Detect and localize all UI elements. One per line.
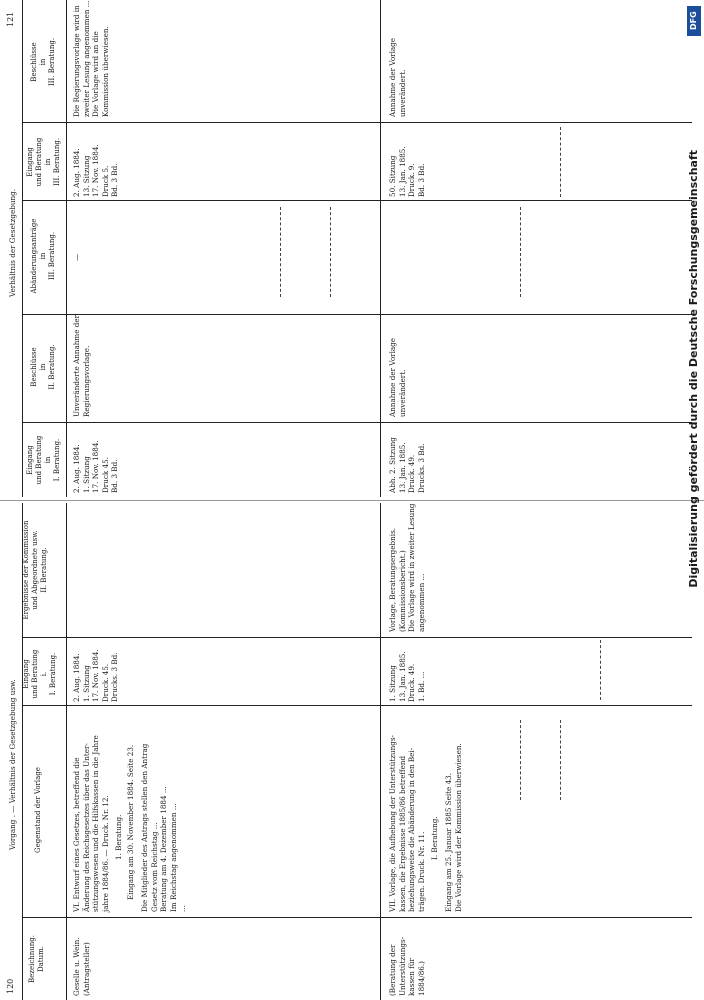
- left-col4-header: Ergebnisse der Kommission und Abgeordnete usw. II. Beratung.: [22, 520, 48, 620]
- left-col-divider-1: [22, 917, 692, 918]
- left-row-separator: [380, 503, 381, 1000]
- left-row1-dates: 2. Aug. 1884. 1. Sitzung 17. Nov. 1884. Druck. 45. Drucks. 3 Bd.: [72, 649, 120, 702]
- left-row2-label: (Beratung der Unterstützungs- kassen für 1884/86.): [388, 936, 426, 996]
- right-dash-3: [520, 207, 522, 297]
- left-row1-body: Die Mitglieder des Antrags stellen den Antrag Gesetz vom Reichstag ... Beratung am 4. Dezember 1884 ... Im Reichstag angenommen ... ...: [140, 743, 188, 912]
- right-col-divider-3: [22, 200, 692, 201]
- right-row2-c5: Annahme der Vorlage unverändert.: [388, 37, 407, 117]
- left-col-divider-2: [22, 705, 692, 706]
- right-col-divider-1: [22, 422, 692, 423]
- left-col3-header: Eingang und Beratung i. I. Beratung.: [22, 649, 57, 699]
- right-row-separator: [380, 0, 381, 497]
- right-row1-c3: —: [72, 253, 81, 261]
- right-row1-c2: Unveränderte Annahme der Regierungsvorlage.: [72, 314, 91, 417]
- right-dash-1: [280, 207, 282, 297]
- left-dash-3: [600, 640, 602, 700]
- left-dash-1: [520, 720, 522, 800]
- right-col4-header: Eingang und Beratung in III. Beratung.: [26, 137, 61, 187]
- dfg-logo: DFG: [687, 6, 701, 36]
- right-row2-c2: Annahme der Vorlage unverändert.: [388, 337, 407, 417]
- right-col-divider-2: [22, 314, 692, 315]
- page-fold: [0, 500, 704, 501]
- left-row2-sub: I. Beratung.: [430, 816, 439, 860]
- right-col-divider-4: [22, 122, 692, 123]
- right-row1-c4: 2. Aug. 1884. 13. Sitzung 17. Nov. 1884. Druck 5. Bd. 3 Bd.: [72, 144, 120, 197]
- left-row2-body: Eingang am 25. Januar 1885 Seite 43. Die Vorlage wird der Kommission überwiesen.: [444, 743, 463, 912]
- left-page-number: 120: [6, 978, 15, 994]
- left-header-rule-bottom: [66, 503, 67, 1000]
- left-row1-label: Geselle u. Wein. (Antragsteller): [72, 937, 91, 996]
- left-dash-2: [560, 720, 562, 800]
- left-row1-sub2: Eingang am 30. November 1884. Seite 23.: [126, 744, 135, 900]
- right-row1-c1: 2. Aug. 1884. 1. Sitzung 17. Nov. 1884. Druck 45. Bd. 3 Bd.: [72, 440, 120, 493]
- left-row1-text: VI. Entwurf eines Gesetzes, betreffend die Änderung des Reichsgesetzes über das Unter- stützungswesen und die Hilfskassen in die Jahre jahre 1884/86. — Druck. Nr. 12.: [72, 735, 110, 912]
- right-dash-2: [330, 207, 332, 297]
- right-col5-header: Beschlüsse in III. Beratung.: [30, 37, 56, 87]
- left-row2-text: VII. Vorlage, die Aufhebung der Unterstützungs- kassen, die Ergebnisse 1885/86 betreffend beziehungsweise die Abänderung in den Bei- trägen. Druck. Nr. 11.: [388, 735, 426, 912]
- left-row2-result: Vorlage, Beratungsergebnis. (Kommissionsbericht.) Die Vorlage wird in zweiter Lesung angenommen ...: [388, 503, 426, 632]
- left-row1-sub1: 1. Beratung.: [114, 814, 123, 860]
- left-col2-header: Gegenstand der Vorlage: [34, 767, 42, 853]
- right-col3-header: Abänderungsanträge in III. Beratung.: [30, 218, 56, 294]
- right-dash-4: [560, 127, 562, 197]
- left-header-title: Vorgang . — Verhältnis der Gesetzgebung usw.: [8, 679, 17, 850]
- left-row2-dates: 1. Sitzung 13. Jan. 1885. Druck. 49. 1. Bd. ...: [388, 651, 426, 702]
- right-row2-c4: 50. Sitzung 13. Jan. 1885. Druck. 9. Bd. 3 Bd.: [388, 146, 426, 197]
- left-page: [0, 503, 704, 1000]
- right-row1-c5: Die Regierungsvorlage wird in zweiter Lesung angenommen ... Die Vorlage wird an die Kommission überwiesen.: [72, 0, 110, 117]
- right-page: [0, 0, 704, 497]
- left-col1-header: Bezeichnung. Datum.: [28, 935, 45, 984]
- right-page-number: 121: [6, 11, 15, 27]
- left-col-divider-3: [22, 637, 692, 638]
- dfg-watermark: [686, 0, 702, 1000]
- right-col1-header: Eingang und Beratung in I. Beratung.: [26, 435, 61, 485]
- dfg-watermark-text: Digitalisierung gefördert durch die Deutsche Forschungsgemeinschaft: [687, 150, 700, 588]
- right-header-title: Verhältnis der Gesetzgebung.: [8, 188, 17, 297]
- right-col2-header: Beschlüsse in II. Beratung.: [30, 344, 56, 390]
- right-row2-c1: Abh. 2. Sitzung 13. Jan. 1885. Druck. 49. Drucks. 3 Bd.: [388, 437, 426, 493]
